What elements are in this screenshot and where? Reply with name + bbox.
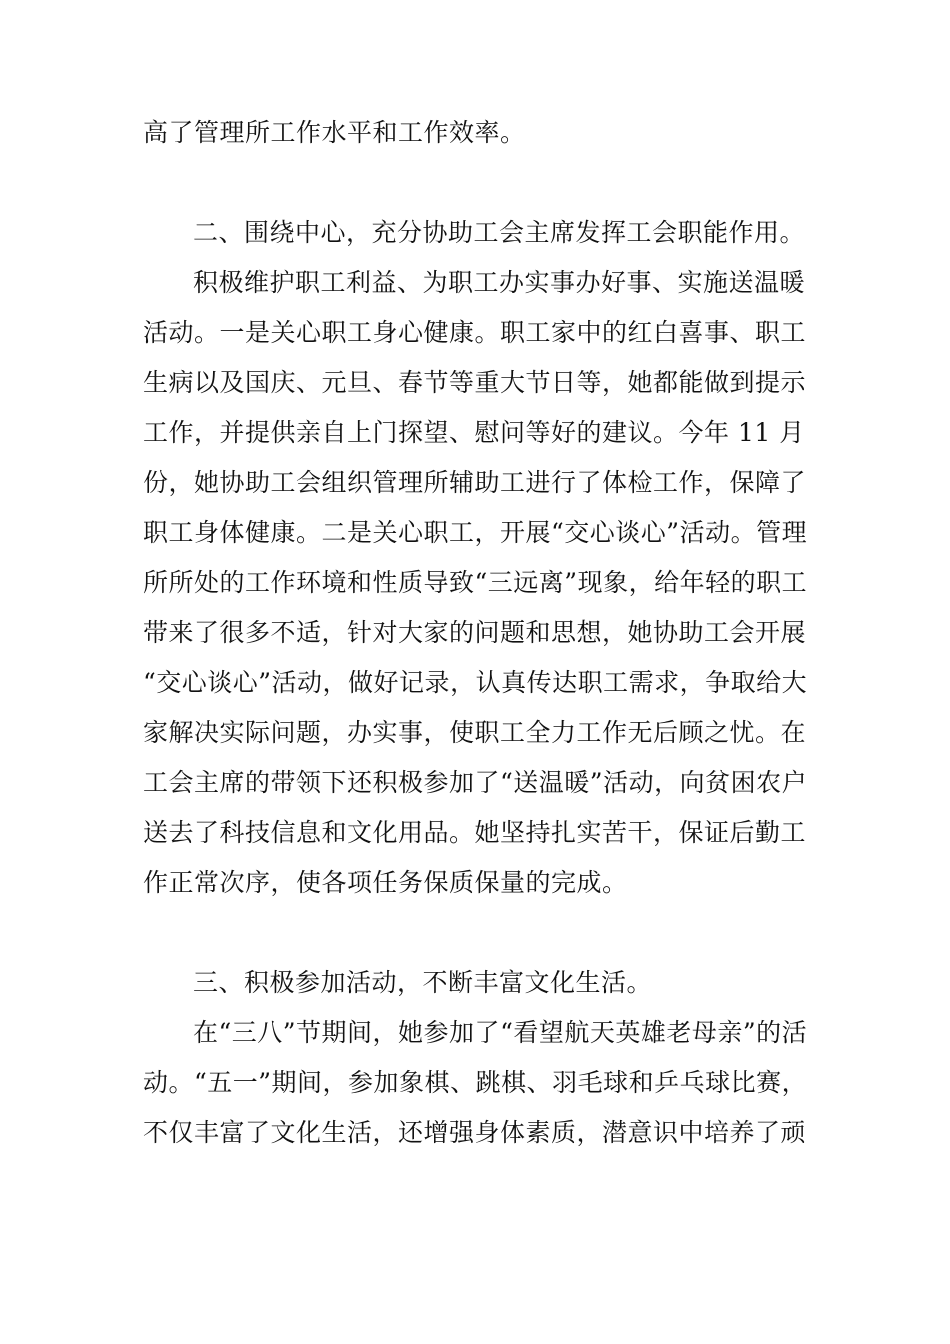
text-line: 高了管理所工作水平和工作效率。	[143, 118, 526, 147]
text-line: 工作，并提供亲自上门探望、慰问等好的建议。今年 11 月	[143, 418, 805, 447]
text-line: “交心谈心”活动，做好记录，认真传达职工需求，争取给大	[143, 668, 808, 697]
paragraph-first-line: 在“三八”节期间，她参加了“看望航天英雄老母亲”的活	[193, 1018, 808, 1047]
text-line: 不仅丰富了文化生活，还增强身体素质，潜意识中培养了顽	[143, 1118, 807, 1147]
section-heading: 三、积极参加活动，不断丰富文化生活。	[193, 968, 653, 997]
text-line: 送去了科技信息和文化用品。她坚持扎实苦干，保证后勤工	[143, 818, 807, 847]
text-line: 动。“五一”期间，参加象棋、跳棋、羽毛球和乒乓球比赛，	[143, 1068, 808, 1097]
paragraph-first-line: 积极维护职工利益、为职工办实事办好事、实施送温暖	[193, 268, 806, 297]
text-line: 工会主席的带领下还积极参加了“送温暖”活动，向贫困农户	[143, 768, 808, 797]
text-line: 所所处的工作环境和性质导致“三远离”现象，给年轻的职工	[143, 568, 808, 597]
text-line: 活动。一是关心职工身心健康。职工家中的红白喜事、职工	[143, 318, 807, 347]
text-line: 家解决实际问题，办实事，使职工全力工作无后顾之忧。在	[143, 718, 807, 747]
text-line: 份，她协助工会组织管理所辅助工进行了体检工作，保障了	[143, 468, 807, 497]
text-line: 生病以及国庆、元旦、春节等重大节日等，她都能做到提示	[143, 368, 807, 397]
text-line: 作正常次序，使各项任务保质保量的完成。	[143, 868, 628, 897]
text-line: 带来了很多不适，针对大家的问题和思想，她协助工会开展	[143, 618, 807, 647]
text-line: 职工身体健康。二是关心职工，开展“交心谈心”活动。管理	[143, 518, 808, 547]
section-heading: 二、围绕中心，充分协助工会主席发挥工会职能作用。	[193, 218, 806, 247]
